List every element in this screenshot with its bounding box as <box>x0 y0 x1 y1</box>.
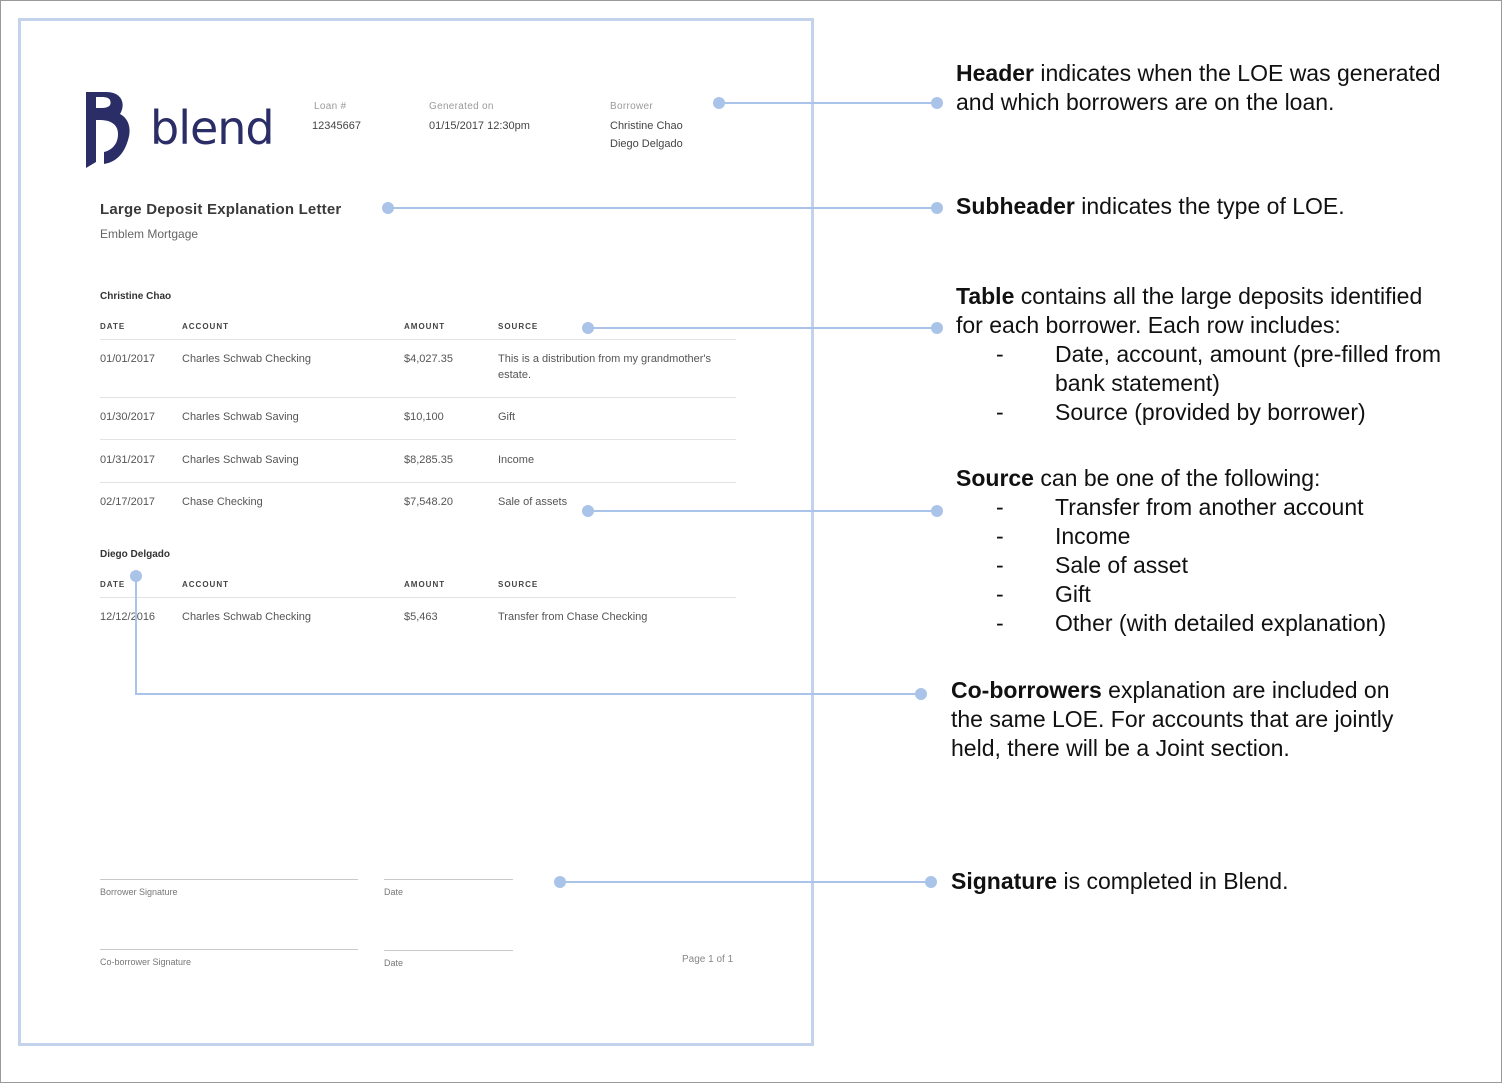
col-header-amount: AMOUNT <box>404 580 446 589</box>
connector-dot <box>713 97 725 109</box>
annotation-source-text: can be one of the following: <box>1033 465 1321 491</box>
connector-dot <box>915 688 927 700</box>
connector-dot <box>931 202 943 214</box>
borrower-signature-label: Borrower Signature <box>100 887 178 897</box>
cell-date: 01/31/2017 <box>100 454 156 466</box>
annotation-source <box>956 464 1320 493</box>
connector-dot <box>582 322 594 334</box>
cell-date: 01/01/2017 <box>100 353 156 365</box>
cell-source: Gift <box>498 411 516 423</box>
cell-source: Transfer from Chase Checking <box>498 611 648 623</box>
doc-title: Large Deposit Explanation Letter <box>100 201 342 218</box>
cell-account: Charles Schwab Checking <box>182 611 312 623</box>
bullet-text: Source (provided by borrower) <box>1055 399 1366 425</box>
annotation-signature-bold: Signature <box>951 868 1058 894</box>
annotation-table-text: for each borrower. Each row includes: <box>956 312 1341 338</box>
col-header-account: ACCOUNT <box>182 580 229 589</box>
bullet-text: Transfer from another account <box>1055 494 1364 520</box>
lender-name: Emblem Mortgage <box>100 227 199 241</box>
coborrower-signature-label: Co-borrower Signature <box>100 957 192 967</box>
annotation-header <box>956 59 1441 117</box>
generated-value: 01/15/2017 12:30pm <box>429 120 530 132</box>
cell-source: Sale of assets <box>498 496 568 508</box>
connector-dot <box>130 570 142 582</box>
connector-dot <box>382 202 394 214</box>
connector-dot <box>582 505 594 517</box>
bullet-text: Gift <box>1055 581 1091 607</box>
page-number: Page 1 of 1 <box>682 954 734 965</box>
bullet-text: bank statement) <box>1055 370 1220 396</box>
annotation-header-text: indicates when the LOE was generated <box>1033 60 1441 86</box>
loan-label: Loan # <box>314 101 347 112</box>
annotation-subheader-text: indicates the type of LOE. <box>1074 193 1345 219</box>
cell-amount: $5,463 <box>404 611 438 623</box>
annotation-coborrowers-text: explanation are included on <box>1101 677 1390 703</box>
col-header-amount: AMOUNT <box>404 322 446 331</box>
cell-source: Income <box>498 454 535 466</box>
annotation-coborrowers-text: the same LOE. For accounts that are jointly <box>951 706 1394 732</box>
bullet-text: Other (with detailed explanation) <box>1055 610 1387 636</box>
cell-account: Charles Schwab Saving <box>182 411 299 423</box>
annotation-coborrowers-text: held, there will be a Joint section. <box>951 735 1290 761</box>
borrower-name: Christine Chao <box>610 120 683 132</box>
bullet-dash: - <box>996 399 1004 425</box>
cell-date: 12/12/2016 <box>100 611 156 623</box>
cell-amount: $10,100 <box>404 411 444 423</box>
connector-dot <box>931 505 943 517</box>
cell-source: This is a distribution from my grandmother's estate. <box>498 353 712 381</box>
logo-wordmark: blend <box>150 101 274 155</box>
annotation-table-text: contains all the large deposits identified <box>1014 283 1423 309</box>
col-header-date: DATE <box>100 322 126 331</box>
annotation-table <box>956 282 1422 340</box>
annotation-table-bold: Table <box>956 283 1015 309</box>
bullet-dash: - <box>996 581 1004 607</box>
connector-coborrowers <box>136 576 921 694</box>
bullet-dash: - <box>996 523 1004 549</box>
connector-dot <box>931 322 943 334</box>
section-borrower-name: Christine Chao <box>100 291 172 302</box>
section-borrower-name: Diego Delgado <box>100 549 171 560</box>
annotation-subheader <box>956 192 1345 221</box>
col-header-source: SOURCE <box>498 580 539 589</box>
connector-dot <box>925 876 937 888</box>
cell-account: Charles Schwab Saving <box>182 454 299 466</box>
annotation-header-bold: Header <box>956 60 1034 86</box>
bullet-dash: - <box>996 494 1004 520</box>
borrower-label: Borrower <box>610 101 653 112</box>
generated-label: Generated on <box>429 101 494 112</box>
annotation-coborrowers-bold: Co-borrowers <box>951 677 1102 703</box>
annotation-signature <box>951 867 1288 896</box>
borrower-name: Diego Delgado <box>610 138 683 150</box>
annotation-source-bold: Source <box>956 465 1034 491</box>
annotation-subheader-bold: Subheader <box>956 193 1075 219</box>
borrower-date-label: Date <box>384 887 404 897</box>
annotation-header-text: and which borrowers are on the loan. <box>956 89 1335 115</box>
connector-dot <box>931 97 943 109</box>
bullet-text: Date, account, amount (pre-filled from <box>1055 341 1442 367</box>
loan-value: 12345667 <box>312 120 361 132</box>
cell-amount: $7,548.20 <box>404 496 453 508</box>
annotation-coborrowers <box>951 676 1393 763</box>
col-header-account: ACCOUNT <box>182 322 229 331</box>
cell-amount: $8,285.35 <box>404 454 453 466</box>
cell-date: 02/17/2017 <box>100 496 156 508</box>
cell-account: Charles Schwab Checking <box>182 353 312 365</box>
cell-account: Chase Checking <box>182 496 263 508</box>
bullet-dash: - <box>996 552 1004 578</box>
bullet-text: Income <box>1055 523 1131 549</box>
col-header-source: SOURCE <box>498 322 539 331</box>
bullet-text: Sale of asset <box>1055 552 1188 578</box>
bullet-dash: - <box>996 341 1004 367</box>
col-header-date: DATE <box>100 580 126 589</box>
cell-date: 01/30/2017 <box>100 411 156 423</box>
cell-amount: $4,027.35 <box>404 353 453 365</box>
bullet-dash: - <box>996 610 1004 636</box>
annotation-signature-text: is completed in Blend. <box>1057 868 1289 894</box>
connector-dot <box>554 876 566 888</box>
coborrower-date-label: Date <box>384 958 404 968</box>
